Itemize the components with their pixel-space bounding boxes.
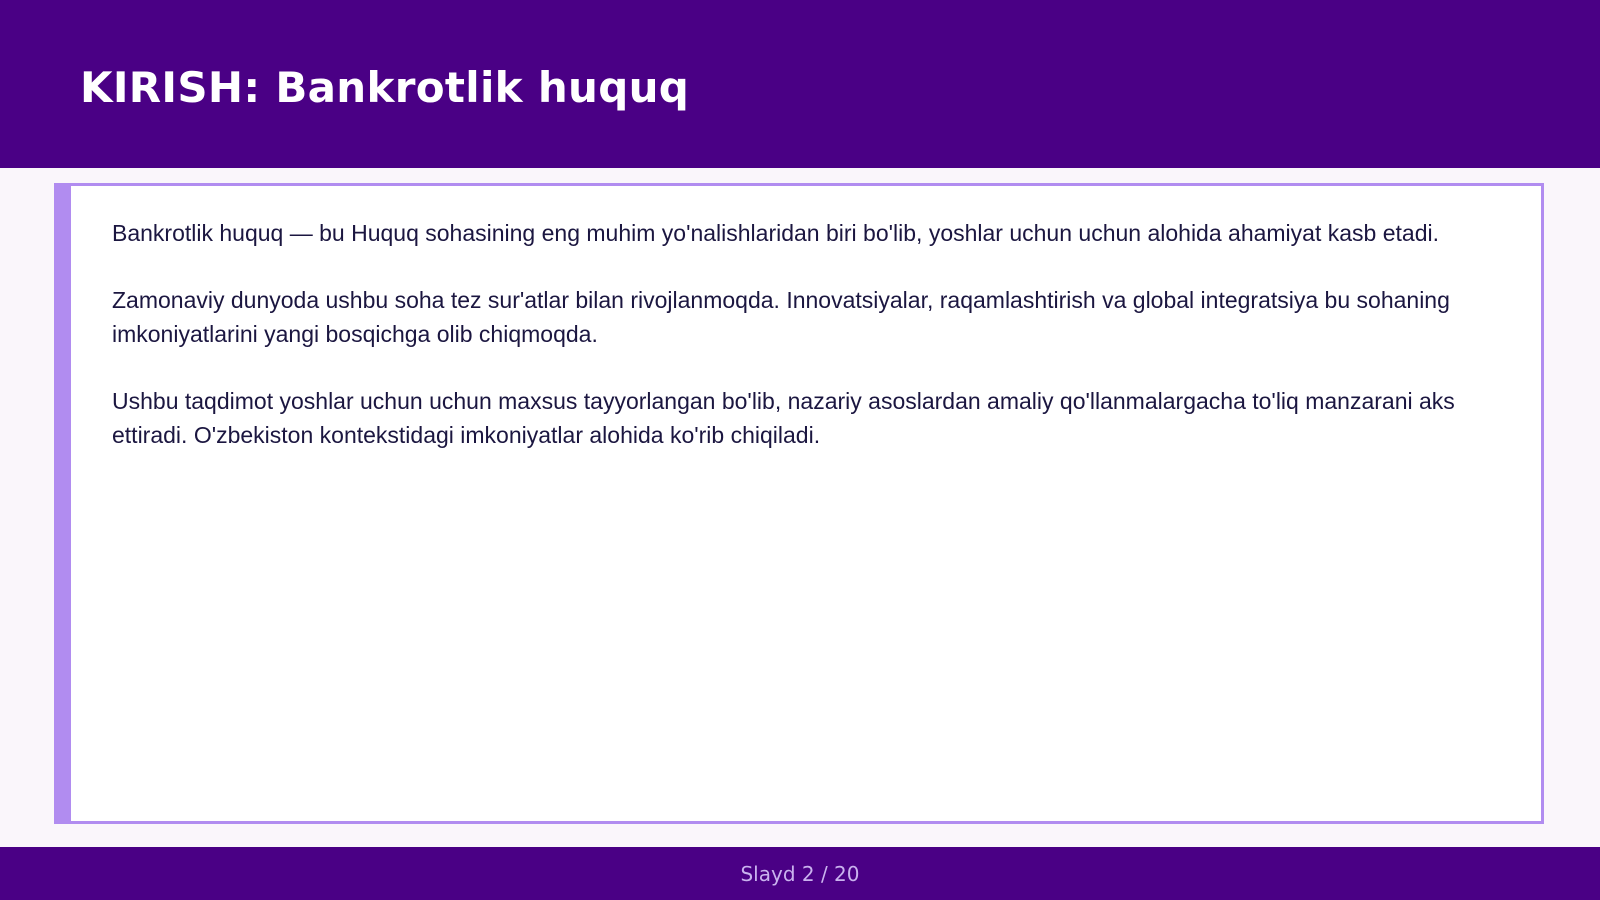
- paragraph-intro: Bankrotlik huquq — bu Huquq sohasining eng muhim yo'nalishlaridan biri bo'lib, yoshlar uchun uchun alohida ahamiyat kasb etadi.: [112, 220, 1439, 246]
- content-body: [112, 216, 1507, 485]
- slide-header: [0, 0, 1600, 168]
- content-card: [54, 183, 1544, 824]
- paragraph-modern-world: Zamonaviy dunyoda ushbu soha tez sur'atlar bilan rivojlanmoqda. Innovatsiyalar, raqamlashtirish va global integratsiya bu sohaning imkoniyatlarini yangi bosqichga olib chiqmoqda.: [112, 287, 1450, 347]
- slide-counter: Slayd 2 / 20: [740, 862, 860, 886]
- slide-footer: [0, 847, 1600, 900]
- slide-title: KIRISH: Bankrotlik huquq: [80, 63, 690, 112]
- paragraph-presentation-purpose: Ushbu taqdimot yoshlar uchun uchun maxsus tayyorlangan bo'lib, nazariy asoslardan amaliy qo'llanmalargacha to'liq manzarani aks ettiradi. O'zbekiston kontekstidagi imkoniyatlar alohida ko'rib chiqiladi.: [112, 388, 1455, 448]
